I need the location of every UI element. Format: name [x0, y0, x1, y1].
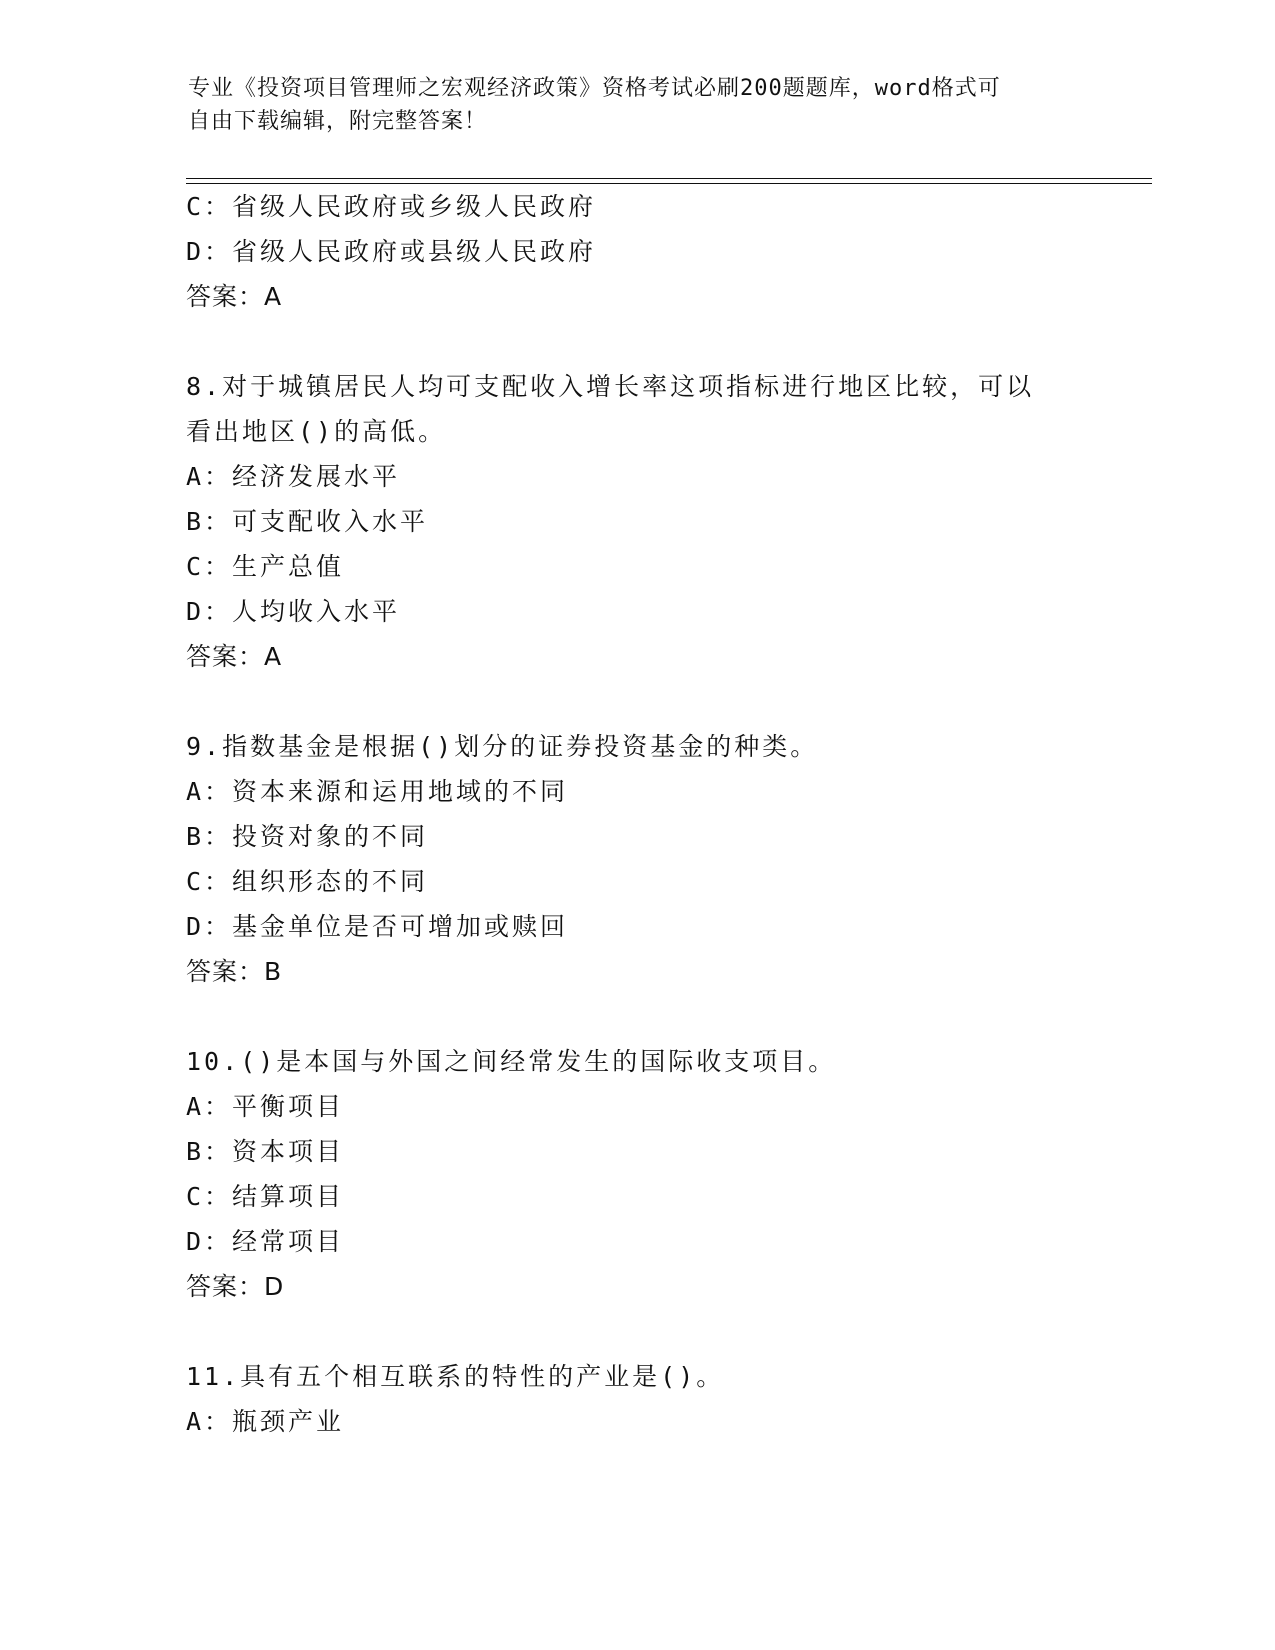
header-divider-bottom: [186, 183, 1152, 184]
prev-option-c: C：省级人民政府或乡级人民政府: [186, 192, 597, 221]
q11-stem: 11.具有五个相互联系的特性的产业是()。: [186, 1362, 725, 1391]
q9-option-b: B：投资对象的不同: [186, 822, 429, 851]
q8-stem-line-2: 看出地区()的高低。: [186, 417, 447, 446]
q8-stem-line-1: 8.对于城镇居民人均可支配收入增长率这项指标进行地区比较，可以: [186, 372, 1035, 401]
q9-stem: 9.指数基金是根据()划分的证券投资基金的种类。: [186, 732, 819, 761]
q8-answer: 答案：A: [186, 642, 283, 671]
q8-option-a: A：经济发展水平: [186, 462, 401, 491]
q9-option-d: D：基金单位是否可增加或赎回: [186, 912, 569, 941]
q10-option-a: A：平衡项目: [186, 1092, 345, 1121]
prev-answer: 答案：A: [186, 282, 283, 311]
q10-option-d: D：经常项目: [186, 1227, 345, 1256]
q8-option-b: B：可支配收入水平: [186, 507, 429, 536]
q10-option-b: B：资本项目: [186, 1137, 345, 1166]
q10-answer: 答案：D: [186, 1272, 285, 1301]
q8-option-c: C：生产总值: [186, 552, 345, 581]
q9-option-c: C：组织形态的不同: [186, 867, 429, 896]
header-divider-top: [186, 178, 1152, 179]
document-header: [188, 72, 1068, 138]
q9-answer: 答案：B: [186, 957, 283, 986]
q9-option-a: A：资本来源和运用地域的不同: [186, 777, 569, 806]
q11-option-a: A：瓶颈产业: [186, 1407, 345, 1436]
q10-stem: 10.()是本国与外国之间经常发生的国际收支项目。: [186, 1047, 837, 1076]
q8-option-d: D：人均收入水平: [186, 597, 401, 626]
header-line-2: 自由下载编辑，附完整答案！: [188, 109, 488, 134]
prev-option-d: D：省级人民政府或县级人民政府: [186, 237, 597, 266]
q10-option-c: C：结算项目: [186, 1182, 345, 1211]
header-line-1: 专业《投资项目管理师之宏观经济政策》资格考试必刷200题题库，word格式可: [188, 76, 1001, 101]
